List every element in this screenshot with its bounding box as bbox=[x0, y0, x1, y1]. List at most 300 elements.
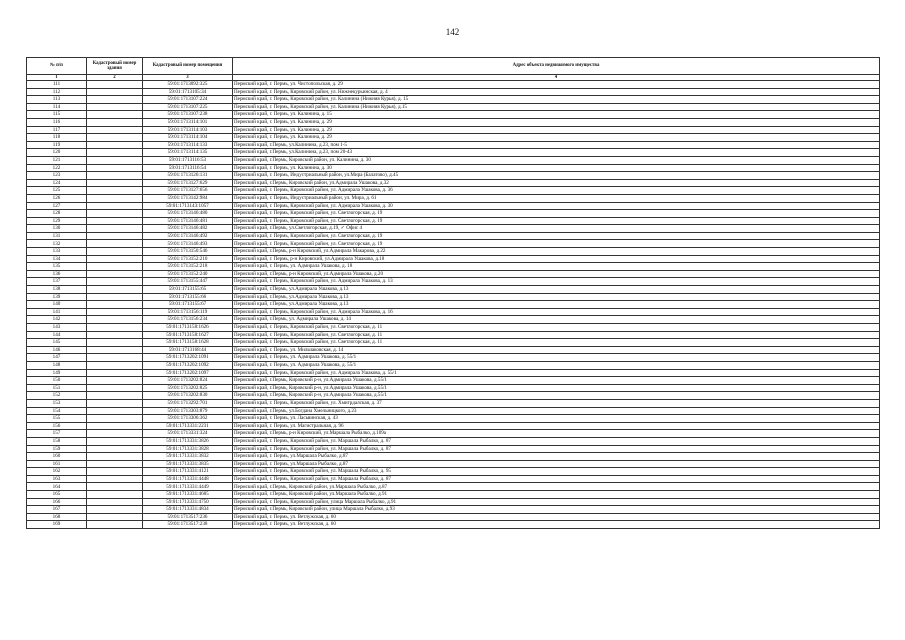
building-cadastral-cell bbox=[87, 126, 143, 134]
room-cadastral-cell: 59:01:1713155:65 bbox=[143, 286, 233, 294]
building-cadastral-cell bbox=[87, 392, 143, 400]
row-number-cell: 146 bbox=[27, 346, 87, 354]
building-cadastral-cell bbox=[87, 324, 143, 332]
row-number-cell: 168 bbox=[27, 513, 87, 521]
building-cadastral-cell bbox=[87, 240, 143, 248]
room-cadastral-cell: 59:01:1713202:824 bbox=[143, 377, 233, 385]
room-cadastral-cell: 59:01:1713127:629 bbox=[143, 179, 233, 187]
row-number-cell: 141 bbox=[27, 308, 87, 316]
table-row bbox=[27, 232, 880, 240]
table-row bbox=[27, 369, 880, 377]
row-number-cell: 135 bbox=[27, 263, 87, 271]
row-number-cell: 137 bbox=[27, 278, 87, 286]
row-number-cell: 116 bbox=[27, 118, 87, 126]
address-cell: Пермский край, г.Пермь, Кировский р-н, ул.Адмирала Ушакова, д.55/1 bbox=[233, 392, 880, 400]
building-cadastral-cell bbox=[87, 422, 143, 430]
row-number-cell: 122 bbox=[27, 164, 87, 172]
table-row bbox=[27, 217, 880, 225]
property-register-table bbox=[26, 57, 880, 529]
row-number-cell: 139 bbox=[27, 293, 87, 301]
room-cadastral-cell: 59:01:1713155:66 bbox=[143, 293, 233, 301]
table-row bbox=[27, 202, 880, 210]
table-row bbox=[27, 126, 880, 134]
building-cadastral-cell bbox=[87, 346, 143, 354]
building-cadastral-cell bbox=[87, 255, 143, 263]
header-row-number: № п/п bbox=[27, 58, 87, 75]
address-cell: Пермский край, г. Пермь, Кировский район, ул. Адмирала Ушакова, д. 55/1 bbox=[233, 369, 880, 377]
row-number-cell: 127 bbox=[27, 202, 87, 210]
building-cadastral-cell bbox=[87, 498, 143, 506]
address-cell: Пермский край, г.Пермь, Кировский район, ул. Калинина, д. 30 bbox=[233, 156, 880, 164]
building-cadastral-cell bbox=[87, 141, 143, 149]
building-cadastral-cell bbox=[87, 96, 143, 104]
table-row bbox=[27, 453, 880, 461]
room-cadastral-cell: 59:01:1713126:131 bbox=[143, 172, 233, 180]
building-cadastral-cell bbox=[87, 225, 143, 233]
table-row bbox=[27, 270, 880, 278]
header-building-cadastral: Кадастровый номер здания bbox=[87, 58, 143, 75]
room-cadastral-cell: 59:01:1713331:3826 bbox=[143, 437, 233, 445]
row-number-cell: 155 bbox=[27, 415, 87, 423]
row-number-cell: 112 bbox=[27, 88, 87, 96]
room-cadastral-cell: 59:01:1713158:1626 bbox=[143, 324, 233, 332]
table-row bbox=[27, 118, 880, 126]
building-cadastral-cell bbox=[87, 521, 143, 529]
table-row bbox=[27, 103, 880, 111]
row-number-cell: 136 bbox=[27, 270, 87, 278]
building-cadastral-cell bbox=[87, 361, 143, 369]
room-cadastral-cell: 59:01:1713156:234 bbox=[143, 316, 233, 324]
row-number-cell: 144 bbox=[27, 331, 87, 339]
address-cell: Пермский край, г.Пермь, Кировский район, улица Маршала Рыбалко, д.93 bbox=[233, 506, 880, 514]
table-row bbox=[27, 164, 880, 172]
room-cadastral-cell: 59:01:1713292:701 bbox=[143, 399, 233, 407]
address-cell: Пермский край, г. Пермь, Кировский район, улица Маршала Рыбалко, д.91 bbox=[233, 498, 880, 506]
row-number-cell: 157 bbox=[27, 430, 87, 438]
building-cadastral-cell bbox=[87, 506, 143, 514]
table-row bbox=[27, 468, 880, 476]
address-cell: Пермский край, г.Пермь, ул.Калинина, д.23, пом 20-43 bbox=[233, 149, 880, 157]
address-cell: Пермский край, г.Пермь, Кировский район, ул.Маршала Рыбалко, д.91 bbox=[233, 491, 880, 499]
room-cadastral-cell: 59:01:1713114:103 bbox=[143, 126, 233, 134]
room-cadastral-cell: 59:01:1713146:480 bbox=[143, 210, 233, 218]
row-number-cell: 114 bbox=[27, 103, 87, 111]
building-cadastral-cell bbox=[87, 475, 143, 483]
room-cadastral-cell: 59:01:1713331:3828 bbox=[143, 445, 233, 453]
room-cadastral-cell: 59:01:1713107:225 bbox=[143, 103, 233, 111]
row-number-cell: 162 bbox=[27, 468, 87, 476]
room-cadastral-cell: 59:01:1713202:825 bbox=[143, 384, 233, 392]
row-number-cell: 133 bbox=[27, 248, 87, 256]
room-cadastral-cell: 59:01:1713150:546 bbox=[143, 248, 233, 256]
building-cadastral-cell bbox=[87, 81, 143, 89]
row-number-cell: 152 bbox=[27, 392, 87, 400]
room-cadastral-cell: 59:01:1713331:3832 bbox=[143, 453, 233, 461]
building-cadastral-cell bbox=[87, 445, 143, 453]
table-row bbox=[27, 399, 880, 407]
row-number-cell: 160 bbox=[27, 453, 87, 461]
room-cadastral-cell: 59:01:1713146:493 bbox=[143, 240, 233, 248]
address-cell: Пермский край, г. Пермь, Кировский район, ул. Адмирала Ушакова, д. 13 bbox=[233, 278, 880, 286]
building-cadastral-cell bbox=[87, 316, 143, 324]
address-cell: Пермский край, г. Пермь, Кировский район, ул. Адмирала Ушакова, д. 36 bbox=[233, 187, 880, 195]
table-row bbox=[27, 346, 880, 354]
table-body bbox=[27, 81, 880, 529]
room-cadastral-cell: 59:01:1713105:34 bbox=[143, 88, 233, 96]
building-cadastral-cell bbox=[87, 407, 143, 415]
table-row bbox=[27, 225, 880, 233]
table-row bbox=[27, 286, 880, 294]
address-cell: Пермский край, г.Пермь, ул.Адмирала Ушакова, д.13 bbox=[233, 293, 880, 301]
table-row bbox=[27, 483, 880, 491]
column-number: 3 bbox=[143, 75, 233, 81]
address-cell: Пермский край, г. Пермь, ул. Калинина, д. 29 bbox=[233, 134, 880, 142]
row-number-cell: 129 bbox=[27, 217, 87, 225]
address-cell: Пермский край, г. Пермь, Кировский район, ул. Калинина (Нижняя Курья), д. 15 bbox=[233, 96, 880, 104]
row-number-cell: 163 bbox=[27, 475, 87, 483]
table-row bbox=[27, 430, 880, 438]
address-cell: Пермский край, г. Пермь, Кировский район, ул. Светлогорская, д. 11 bbox=[233, 324, 880, 332]
building-cadastral-cell bbox=[87, 248, 143, 256]
building-cadastral-cell bbox=[87, 179, 143, 187]
address-cell: Пермский край, г. Пермь, Индустриальный район, ул. Мира, д. 61 bbox=[233, 194, 880, 202]
room-cadastral-cell: 59:01:1713158:1627 bbox=[143, 331, 233, 339]
row-number-cell: 125 bbox=[27, 187, 87, 195]
address-cell: Пермский край, г. Пермь, ул. Калинина, д. 15 bbox=[233, 111, 880, 119]
row-number-cell: 140 bbox=[27, 301, 87, 309]
address-cell: Пермский край, г. Пермь, Индустриальный район, ул.Мира (Балатово), д.45 bbox=[233, 172, 880, 180]
row-number-cell: 130 bbox=[27, 225, 87, 233]
address-cell: Пермский край, г. Пермь, Кировский район, ул. Светлогорская, д. 19 bbox=[233, 240, 880, 248]
row-number-cell: 161 bbox=[27, 460, 87, 468]
address-cell: Пермский край, г. Пермь, ул. Адмирала Ушакова, д. 55/1 bbox=[233, 361, 880, 369]
address-cell: Пермский край, г.Пермь, Кировский р-н, ул.Адмирала Ушакова, д.55/1 bbox=[233, 377, 880, 385]
table-row bbox=[27, 194, 880, 202]
building-cadastral-cell bbox=[87, 460, 143, 468]
table-row bbox=[27, 445, 880, 453]
table-row bbox=[27, 521, 880, 529]
row-number-cell: 111 bbox=[27, 81, 87, 89]
room-cadastral-cell: 59:01:1713107:238 bbox=[143, 111, 233, 119]
page-number: 142 bbox=[445, 27, 460, 37]
row-number-cell: 167 bbox=[27, 506, 87, 514]
building-cadastral-cell bbox=[87, 270, 143, 278]
address-cell: Пермский край, г. Пермь, ул. Калинина, д. 30 bbox=[233, 164, 880, 172]
row-number-cell: 117 bbox=[27, 126, 87, 134]
address-cell: Пермский край, г. Пермь, Кировский район, ул. Адмирала Ушакова, д. 16 bbox=[233, 308, 880, 316]
address-cell: Пермский край, г.Пермь, ул. Адмирала Ушакова, д. 14 bbox=[233, 316, 880, 324]
building-cadastral-cell bbox=[87, 293, 143, 301]
row-number-cell: 151 bbox=[27, 384, 87, 392]
room-cadastral-cell: 59:01:1713331:4121 bbox=[143, 468, 233, 476]
address-cell: Пермский край, г. Пермь, ул.Маршала Рыбалко, д.87 bbox=[233, 460, 880, 468]
address-cell: Пермский край, г. Пермь, ул. Адмирала Ушакова, д. 55/1 bbox=[233, 354, 880, 362]
address-cell: Пермский край, г.Пермь, р-н Кировский, ул.Адмирала Макарова, д.22 bbox=[233, 248, 880, 256]
address-cell: Пермский край, г. Пермь, Кировский район, ул. Светлогорская, д. 19 bbox=[233, 232, 880, 240]
table-row bbox=[27, 88, 880, 96]
building-cadastral-cell bbox=[87, 263, 143, 271]
address-cell: Пермский край, г. Пермь, ул. Ласьвинская, д. 43 bbox=[233, 415, 880, 423]
room-cadastral-cell: 59:01:1713152:210 bbox=[143, 255, 233, 263]
row-number-cell: 156 bbox=[27, 422, 87, 430]
table-row bbox=[27, 513, 880, 521]
room-cadastral-cell: 59:01:1713331:4448 bbox=[143, 475, 233, 483]
building-cadastral-cell bbox=[87, 164, 143, 172]
row-number-cell: 113 bbox=[27, 96, 87, 104]
building-cadastral-cell bbox=[87, 111, 143, 119]
row-number-cell: 164 bbox=[27, 483, 87, 491]
address-cell: Пермский край, г. Пермь, Кировский район, ул. Маршала Рыбалко, д. 87 bbox=[233, 445, 880, 453]
address-cell: Пермский край, г.Пермь, Кировский р-н, ул.Адмирала Ушакова, д.55/1 bbox=[233, 384, 880, 392]
table-row bbox=[27, 415, 880, 423]
table-row bbox=[27, 437, 880, 445]
building-cadastral-cell bbox=[87, 156, 143, 164]
table-row bbox=[27, 506, 880, 514]
table-row bbox=[27, 149, 880, 157]
row-number-cell: 124 bbox=[27, 179, 87, 187]
table-row bbox=[27, 491, 880, 499]
row-number-cell: 142 bbox=[27, 316, 87, 324]
table-row bbox=[27, 308, 880, 316]
table-row bbox=[27, 301, 880, 309]
building-cadastral-cell bbox=[87, 430, 143, 438]
room-cadastral-cell: 59:01:1713152:218 bbox=[143, 263, 233, 271]
table-row bbox=[27, 187, 880, 195]
column-number: 2 bbox=[87, 75, 143, 81]
building-cadastral-cell bbox=[87, 210, 143, 218]
room-cadastral-cell: 59:01:1713331:324 bbox=[143, 430, 233, 438]
table-row bbox=[27, 384, 880, 392]
table-row bbox=[27, 240, 880, 248]
table-row bbox=[27, 96, 880, 104]
room-cadastral-cell: 59:01:1713517:238 bbox=[143, 521, 233, 529]
row-number-cell: 120 bbox=[27, 149, 87, 157]
building-cadastral-cell bbox=[87, 354, 143, 362]
row-number-cell: 131 bbox=[27, 232, 87, 240]
address-cell: Пермский край, г. Пермь, Кировский район, ул. Светлогорская, д. 11 bbox=[233, 331, 880, 339]
table-row bbox=[27, 172, 880, 180]
address-cell: Пермский край, г. Пермь, Кировский район, ул. Калинина (Нижняя Курья), д.15 bbox=[233, 103, 880, 111]
address-cell: Пермский край, г. Пермь, Кировский район, ул. Маршала Рыбалко, д. 87 bbox=[233, 475, 880, 483]
table-row bbox=[27, 339, 880, 347]
building-cadastral-cell bbox=[87, 437, 143, 445]
row-number-cell: 166 bbox=[27, 498, 87, 506]
row-number-cell: 123 bbox=[27, 172, 87, 180]
room-cadastral-cell: 59:01:1713107:224 bbox=[143, 96, 233, 104]
address-cell: Пермский край, г.Пермь, р-н Кировский, ул.Маршала Рыбалко, д.109а bbox=[233, 430, 880, 438]
address-cell: Пермский край, г. Пермь, р-н Кировский, ул.Адмирала Ушакова, д.18 bbox=[233, 255, 880, 263]
address-cell: Пермский край, г. Пермь, Кировский район, ул. Светлогорская, д. 11 bbox=[233, 339, 880, 347]
address-cell: Пермский край, г.Пермь, ул.Калинина, д.23, пом 1-5 bbox=[233, 141, 880, 149]
address-cell: Пермский край, г. Пермь, Кировский район, ул. Нижнекурьинская, д. 4 bbox=[233, 88, 880, 96]
address-cell: Пермский край, г. Пермь, ул. Адмирала Ушакова, д. 18 bbox=[233, 263, 880, 271]
building-cadastral-cell bbox=[87, 415, 143, 423]
table-row bbox=[27, 141, 880, 149]
address-cell: Пермский край, г. Пермь, ул. Чистопольская, д. 29 bbox=[233, 81, 880, 89]
room-cadastral-cell: 59:01:1713114:133 bbox=[143, 141, 233, 149]
table-row bbox=[27, 111, 880, 119]
building-cadastral-cell bbox=[87, 232, 143, 240]
row-number-cell: 134 bbox=[27, 255, 87, 263]
address-cell: Пермский край, г. Пермь, ул. Ветлужская, д. 60 bbox=[233, 521, 880, 529]
address-cell: Пермский край, г.Пермь, ул.Адмирала Ушакова, д.13 bbox=[233, 286, 880, 294]
room-cadastral-cell: 59:01:1713331:4685 bbox=[143, 491, 233, 499]
room-cadastral-cell: 59:01:1713146:481 bbox=[143, 217, 233, 225]
room-cadastral-cell: 59:01:1713306:362 bbox=[143, 415, 233, 423]
table-row bbox=[27, 354, 880, 362]
room-cadastral-cell: 59:01:1713202:1091 bbox=[143, 354, 233, 362]
building-cadastral-cell bbox=[87, 88, 143, 96]
building-cadastral-cell bbox=[87, 187, 143, 195]
building-cadastral-cell bbox=[87, 172, 143, 180]
room-cadastral-cell: 59:01:1713116:53 bbox=[143, 156, 233, 164]
table-row bbox=[27, 407, 880, 415]
building-cadastral-cell bbox=[87, 491, 143, 499]
header-room-cadastral: Кадастровый номер помещения bbox=[143, 58, 233, 75]
row-number-cell: 159 bbox=[27, 445, 87, 453]
room-cadastral-cell: 59:01:1713114:104 bbox=[143, 134, 233, 142]
row-number-cell: 150 bbox=[27, 377, 87, 385]
room-cadastral-cell: 59:01:1713114:101 bbox=[143, 118, 233, 126]
building-cadastral-cell bbox=[87, 453, 143, 461]
address-cell: Пермский край, г. Пермь, Кировский район, ул. Светлогорская, д. 19 bbox=[233, 217, 880, 225]
room-cadastral-cell: 59:01:1713202:830 bbox=[143, 392, 233, 400]
address-cell: Пермский край, г.Пермь, р-н Кировский, ул.Адмирала Ушакова, д.20 bbox=[233, 270, 880, 278]
table-row bbox=[27, 278, 880, 286]
room-cadastral-cell: 59:01:1713331:4834 bbox=[143, 506, 233, 514]
building-cadastral-cell bbox=[87, 217, 143, 225]
building-cadastral-cell bbox=[87, 513, 143, 521]
address-cell: Пермский край, г.Пермь, ул.Богдана Хмельницкого, д.23 bbox=[233, 407, 880, 415]
room-cadastral-cell: 59:01:1713146:482 bbox=[143, 225, 233, 233]
row-number-cell: 138 bbox=[27, 286, 87, 294]
row-number-cell: 147 bbox=[27, 354, 87, 362]
row-number-cell: 118 bbox=[27, 134, 87, 142]
building-cadastral-cell bbox=[87, 202, 143, 210]
room-cadastral-cell: 59:01:1713116:54 bbox=[143, 164, 233, 172]
table-row bbox=[27, 316, 880, 324]
address-cell: Пермский край, г.Пермь, ул.Светлогорская, д.19, ✓ Офис 4 bbox=[233, 225, 880, 233]
address-cell: Пермский край, г. Пермь, ул. Ветлужская, д. 60 bbox=[233, 513, 880, 521]
table-row bbox=[27, 460, 880, 468]
building-cadastral-cell bbox=[87, 377, 143, 385]
table-row bbox=[27, 293, 880, 301]
address-cell: Пермский край, г. Пермь, Кировский район, ул. Адмирала Ушакова, д. 30 bbox=[233, 202, 880, 210]
table-row bbox=[27, 324, 880, 332]
table-row bbox=[27, 255, 880, 263]
table-header-row bbox=[27, 58, 880, 75]
table-row bbox=[27, 134, 880, 142]
address-cell: Пермский край, г.Пермь, Кировский район, ул.Маршала Рыбалко, д.87 bbox=[233, 483, 880, 491]
address-cell: Пермский край, г. Пермь, Кировский район, ул. Маршала Рыбалко, д. 87 bbox=[233, 437, 880, 445]
building-cadastral-cell bbox=[87, 339, 143, 347]
address-cell: Пермский край, г. Пермь, ул. Магистральная, д. 96 bbox=[233, 422, 880, 430]
row-number-cell: 126 bbox=[27, 194, 87, 202]
building-cadastral-cell bbox=[87, 149, 143, 157]
row-number-cell: 158 bbox=[27, 437, 87, 445]
table-row bbox=[27, 179, 880, 187]
row-number-cell: 153 bbox=[27, 399, 87, 407]
row-number-cell: 121 bbox=[27, 156, 87, 164]
room-cadastral-cell: 59:01:1713202:1092 bbox=[143, 361, 233, 369]
room-cadastral-cell: 59:01:1713202:1097 bbox=[143, 369, 233, 377]
room-cadastral-cell: 59:01:1713152:240 bbox=[143, 270, 233, 278]
row-number-cell: 169 bbox=[27, 521, 87, 529]
address-cell: Пермский край, г. Пермь, Кировский район, ул. Маршала Рыбалко, д. 95 bbox=[233, 468, 880, 476]
room-cadastral-cell: 59:01:1713114:135 bbox=[143, 149, 233, 157]
row-number-cell: 115 bbox=[27, 111, 87, 119]
building-cadastral-cell bbox=[87, 384, 143, 392]
table-row bbox=[27, 210, 880, 218]
table-row bbox=[27, 81, 880, 89]
row-number-cell: 165 bbox=[27, 491, 87, 499]
room-cadastral-cell: 59:01:1713303:879 bbox=[143, 407, 233, 415]
row-number-cell: 148 bbox=[27, 361, 87, 369]
address-cell: Пермский край, г. Пермь, Кировский район, ул. Хмигрдалская, д. 37 bbox=[233, 399, 880, 407]
building-cadastral-cell bbox=[87, 399, 143, 407]
row-number-cell: 143 bbox=[27, 324, 87, 332]
building-cadastral-cell bbox=[87, 194, 143, 202]
address-cell: Пермский край, г. Пермь, ул. Мильчаковская, д. 14 bbox=[233, 346, 880, 354]
table-row bbox=[27, 498, 880, 506]
address-cell: Пермский край, г.Пермь, Кировский район, ул.Адмирала Ушакова, д.32 bbox=[233, 179, 880, 187]
room-cadastral-cell: 59:01:1713142:984 bbox=[143, 194, 233, 202]
row-number-cell: 145 bbox=[27, 339, 87, 347]
building-cadastral-cell bbox=[87, 103, 143, 111]
row-number-cell: 119 bbox=[27, 141, 87, 149]
table-row bbox=[27, 422, 880, 430]
table-row bbox=[27, 156, 880, 164]
address-cell: Пермский край, г. Пермь, Кировский район, ул. Светлогорская, д. 19 bbox=[233, 210, 880, 218]
table-row bbox=[27, 361, 880, 369]
room-cadastral-cell: 59:01:1713517:236 bbox=[143, 513, 233, 521]
building-cadastral-cell bbox=[87, 468, 143, 476]
building-cadastral-cell bbox=[87, 118, 143, 126]
building-cadastral-cell bbox=[87, 369, 143, 377]
table-row bbox=[27, 377, 880, 385]
building-cadastral-cell bbox=[87, 308, 143, 316]
building-cadastral-cell bbox=[87, 278, 143, 286]
address-cell: Пермский край, г. Пермь, ул.Маршала Рыбалко, д.87 bbox=[233, 453, 880, 461]
address-cell: Пермский край, г. Пермь, ул. Калинина, д. 29 bbox=[233, 126, 880, 134]
room-cadastral-cell: 59:01:1713331:2231 bbox=[143, 422, 233, 430]
building-cadastral-cell bbox=[87, 301, 143, 309]
column-number: 1 bbox=[27, 75, 87, 81]
room-cadastral-cell: 59:01:1713156:119 bbox=[143, 308, 233, 316]
room-cadastral-cell: 59:01:1713155:67 bbox=[143, 301, 233, 309]
building-cadastral-cell bbox=[87, 286, 143, 294]
row-number-cell: 154 bbox=[27, 407, 87, 415]
building-cadastral-cell bbox=[87, 134, 143, 142]
room-cadastral-cell: 59:01:1713331:4449 bbox=[143, 483, 233, 491]
row-number-cell: 132 bbox=[27, 240, 87, 248]
room-cadastral-cell: 59:01:1713168:44 bbox=[143, 346, 233, 354]
room-cadastral-cell: 59:01:1713155:447 bbox=[143, 278, 233, 286]
table-row bbox=[27, 475, 880, 483]
table-row bbox=[27, 263, 880, 271]
column-number: 4 bbox=[233, 75, 880, 81]
table-row bbox=[27, 248, 880, 256]
room-cadastral-cell: 59:01:1713143:1057 bbox=[143, 202, 233, 210]
room-cadastral-cell: 59:01:1713146:492 bbox=[143, 232, 233, 240]
building-cadastral-cell bbox=[87, 331, 143, 339]
building-cadastral-cell bbox=[87, 483, 143, 491]
header-address: Адрес объекта недвижимого имущества bbox=[233, 58, 880, 75]
table-row bbox=[27, 392, 880, 400]
room-cadastral-cell: 59:01:1713092:325 bbox=[143, 81, 233, 89]
row-number-cell: 128 bbox=[27, 210, 87, 218]
address-cell: Пермский край, г.Пермь, ул.Адмирала Ушакова, д.13 bbox=[233, 301, 880, 309]
